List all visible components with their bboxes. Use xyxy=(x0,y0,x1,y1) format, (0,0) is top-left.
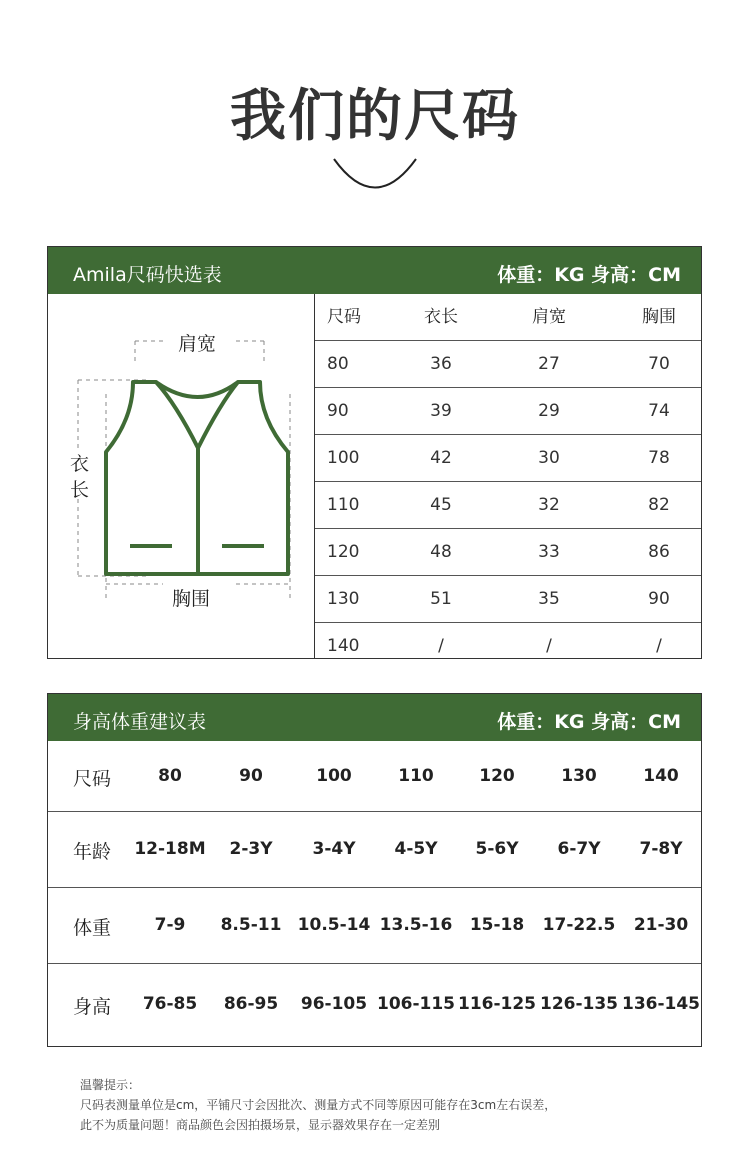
length-label-bottom: 长 xyxy=(70,479,90,501)
notes-line: 此不为质量问题！商品颜色会因拍摄场景，显示器效果存在一定差别 xyxy=(80,1118,441,1132)
length-cell: 42 xyxy=(430,448,452,468)
advice-cell: 130 xyxy=(561,765,597,786)
column-header: 肩宽 xyxy=(532,307,566,327)
advice-cell: 106-115 xyxy=(376,994,456,1014)
size-cell: 100 xyxy=(327,448,360,468)
advice-row-label: 体重 xyxy=(73,917,112,939)
advice-cell: 12-18M xyxy=(134,839,206,859)
chest-cell: / xyxy=(656,636,662,656)
notes-line: 尺码表测量单位是cm，平铺尺寸会因批次、测量方式不同等原因可能存在3cm左右误差， xyxy=(80,1098,557,1112)
table-row xyxy=(315,341,701,388)
quick-table-units: 体重：KG 身高：CM xyxy=(497,264,681,286)
shoulder-cell: 29 xyxy=(538,401,560,421)
advice-row-label: 身高 xyxy=(73,996,112,1018)
shoulder-cell: 27 xyxy=(538,354,560,374)
table-row xyxy=(315,482,701,529)
vest-diagram xyxy=(48,294,314,658)
chest-cell: 82 xyxy=(648,495,670,515)
advice-row-label: 尺码 xyxy=(73,767,112,790)
notes xyxy=(80,1075,556,1135)
column-header: 尺码 xyxy=(327,307,361,327)
advice-cell: 3-4Y xyxy=(312,839,356,859)
shoulder-cell: / xyxy=(546,636,552,656)
size-cell: 90 xyxy=(327,401,349,421)
length-label-top: 衣 xyxy=(70,453,90,475)
advice-cell: 126-135 xyxy=(539,994,619,1014)
advice-row xyxy=(48,812,701,888)
advice-row xyxy=(48,964,701,1046)
quick-table-head-row xyxy=(315,294,701,341)
advice-cell: 86-95 xyxy=(223,994,279,1014)
shoulder-cell: 32 xyxy=(538,495,560,515)
length-cell: 39 xyxy=(430,401,452,421)
advice-cell: 90 xyxy=(239,765,263,786)
advice-table-title: 身高体重建议表 xyxy=(73,711,207,733)
chest-cell: 86 xyxy=(648,542,670,562)
advice-row-label: 年龄 xyxy=(73,841,112,863)
column-header: 胸围 xyxy=(642,307,676,327)
quick-size-table xyxy=(47,246,702,659)
advice-cell: 2-3Y xyxy=(229,839,273,859)
notes-title: 温馨提示： xyxy=(80,1078,141,1092)
quick-table-title: Amila尺码快选表 xyxy=(73,264,222,286)
chest-label: 胸围 xyxy=(172,588,211,610)
table-row xyxy=(315,623,701,663)
size-cell: 110 xyxy=(327,495,360,515)
quick-table-header xyxy=(48,247,701,294)
advice-cell: 13.5-16 xyxy=(379,915,453,935)
advice-cell: 15-18 xyxy=(469,915,525,935)
shoulder-cell: 35 xyxy=(538,589,560,609)
table-row xyxy=(315,529,701,576)
size-cell: 80 xyxy=(327,354,349,374)
advice-cell: 8.5-11 xyxy=(220,915,282,935)
quick-table-grid xyxy=(315,294,701,663)
chest-cell: 78 xyxy=(648,448,670,468)
size-cell: 130 xyxy=(327,589,360,609)
advice-table-units: 体重：KG 身高：CM xyxy=(497,711,681,733)
advice-cell: 5-6Y xyxy=(475,839,519,859)
advice-row xyxy=(48,741,701,812)
length-cell: 51 xyxy=(430,589,452,609)
advice-cell: 80 xyxy=(158,765,182,786)
shoulder-cell: 33 xyxy=(538,542,560,562)
advice-cell: 7-8Y xyxy=(639,839,683,859)
advice-cell: 10.5-14 xyxy=(297,915,371,935)
size-cell: 140 xyxy=(327,636,360,656)
advice-cell: 140 xyxy=(643,765,679,786)
page-title: 我们的尺码 xyxy=(230,84,520,149)
length-cell: 48 xyxy=(430,542,452,562)
advice-table-header xyxy=(48,694,701,741)
advice-cell: 6-7Y xyxy=(557,839,601,859)
column-header: 衣长 xyxy=(424,307,458,327)
shoulder-label: 肩宽 xyxy=(178,333,217,355)
advice-cell: 136-145 xyxy=(621,994,701,1014)
advice-cell: 17-22.5 xyxy=(542,915,616,935)
advice-cell: 116-125 xyxy=(457,994,537,1014)
advice-cell: 120 xyxy=(479,765,515,786)
advice-cell: 100 xyxy=(316,765,352,786)
advice-cell: 76-85 xyxy=(142,994,198,1014)
size-cell: 120 xyxy=(327,542,360,562)
advice-cell: 96-105 xyxy=(300,994,368,1014)
advice-cell: 4-5Y xyxy=(394,839,438,859)
advice-cell: 7-9 xyxy=(154,915,186,935)
shoulder-cell: 30 xyxy=(538,448,560,468)
chest-cell: 70 xyxy=(648,354,670,374)
advice-cell: 110 xyxy=(398,765,434,786)
advice-row xyxy=(48,888,701,964)
length-cell: 45 xyxy=(430,495,452,515)
advice-table xyxy=(47,693,702,1047)
advice-cell: 21-30 xyxy=(633,915,689,935)
table-row xyxy=(315,435,701,482)
length-cell: 36 xyxy=(430,354,452,374)
table-row xyxy=(315,388,701,435)
chest-cell: 90 xyxy=(648,589,670,609)
table-row xyxy=(315,576,701,623)
smile-curve-icon xyxy=(331,156,419,192)
length-cell: / xyxy=(438,636,444,656)
chest-cell: 74 xyxy=(648,401,670,421)
